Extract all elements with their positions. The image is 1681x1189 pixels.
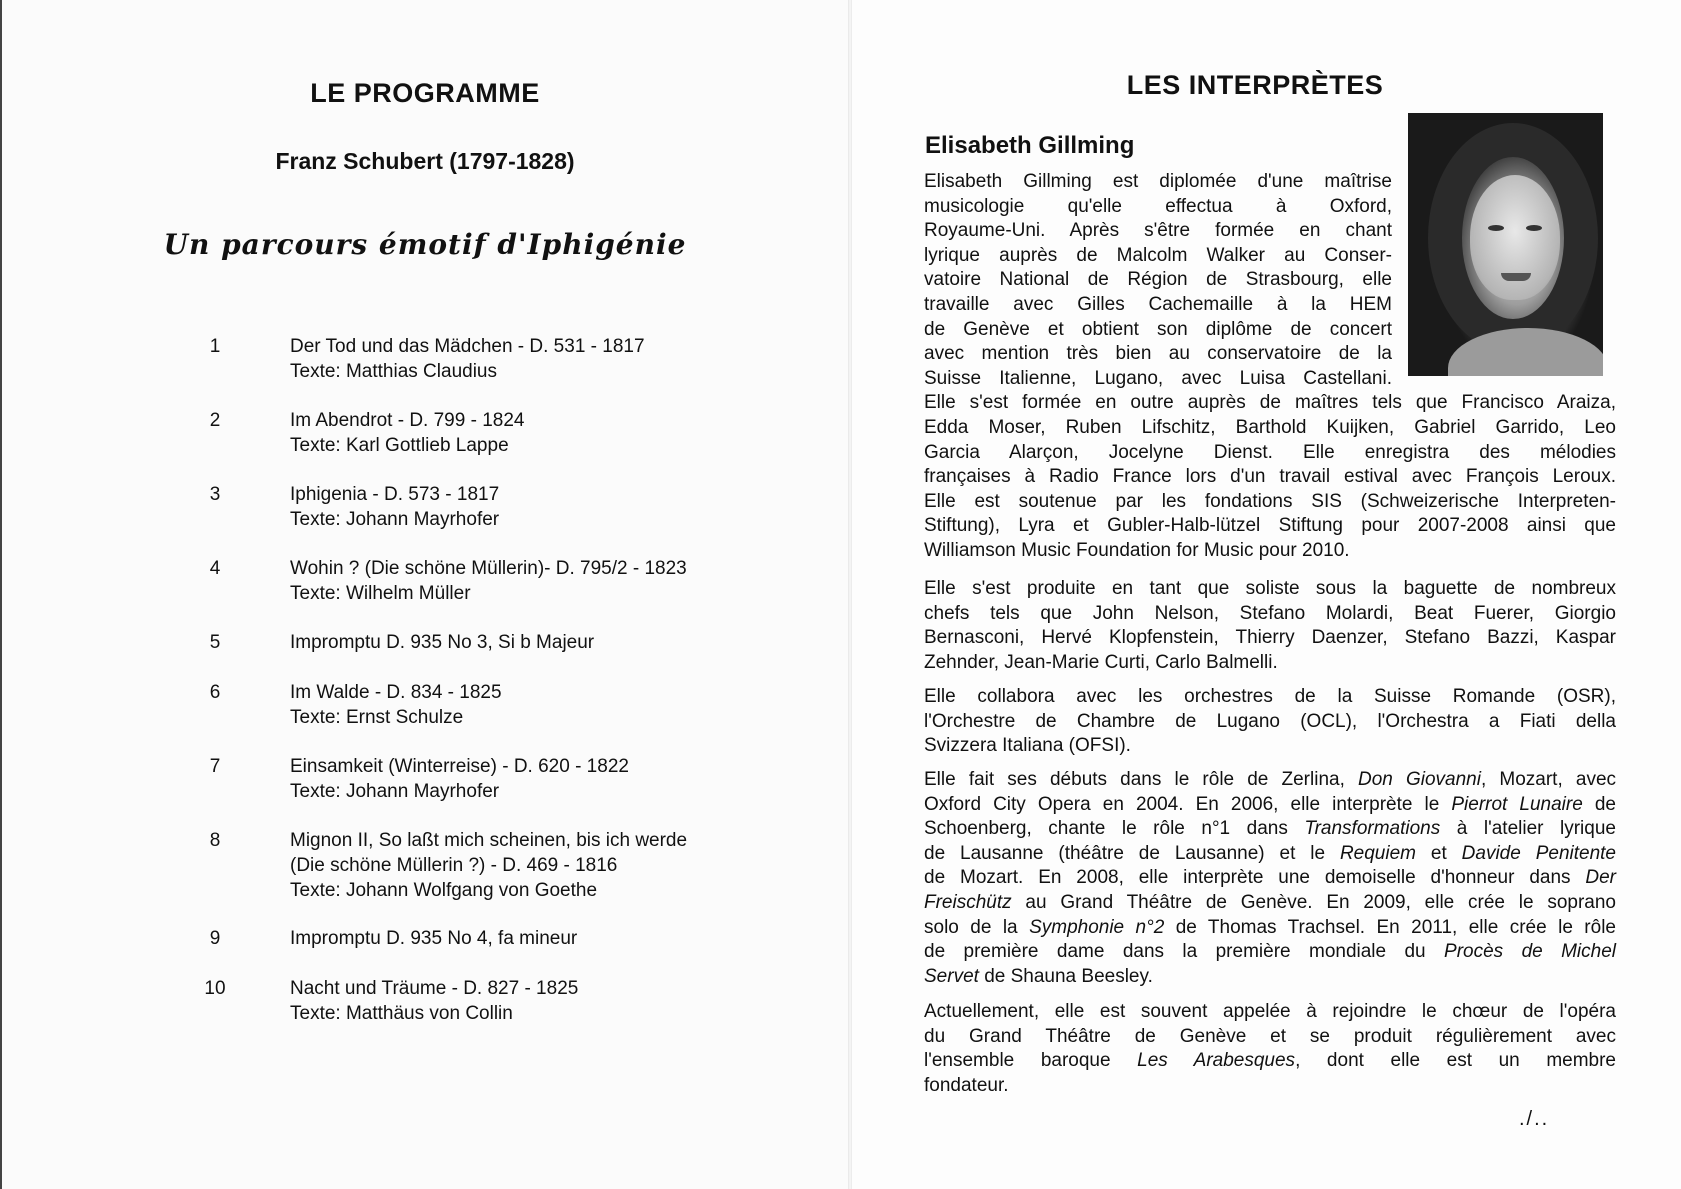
page-fold — [848, 0, 852, 1189]
programme-item-line: Impromptu D. 935 No 4, fa mineur — [290, 928, 578, 949]
artist-name: Elisabeth Gillming — [925, 132, 1135, 159]
programme-item-number: 2 — [209, 410, 221, 431]
biography-paragraph — [924, 577, 1616, 675]
biography-line: Elle s'est produite en tant que soliste sous la baguette de nombreux — [924, 578, 1616, 599]
biography-line: lyrique auprès de Malcolm Walker au Conser- — [924, 244, 1392, 266]
programme-item-line: Einsamkeit (Winterreise) - D. 620 - 1822 — [290, 756, 629, 777]
programme-item-line: Wohin ? (Die schöne Müllerin)- D. 795/2 - 1823 — [290, 558, 687, 579]
programme-item-text — [290, 408, 760, 458]
biography-paragraph — [924, 768, 1616, 989]
programme-item-text — [290, 630, 760, 655]
programme-item-text — [290, 828, 760, 903]
programme-item-number: 9 — [209, 928, 221, 949]
biography-line: Elle fait ses débuts dans le rôle de Zerlina, Don Giovanni, Mozart, avec — [924, 769, 1617, 790]
biography-line: Oxford City Opera en 2004. En 2006, elle interprète le Pierrot Lunaire de — [924, 793, 1617, 815]
programme-item-line: Texte: Johann Wolfgang von Goethe — [290, 880, 598, 901]
continuation-mark: ./.. — [1519, 1108, 1550, 1130]
biography-paragraph — [924, 170, 1616, 564]
biography-line: l'Orchestre de Chambre de Lugano (OCL), l'Orchestra a Fiati della — [924, 710, 1616, 732]
programme-item-line: Texte: Johann Mayrhofer — [290, 781, 500, 802]
biography-line: fondateur. — [924, 1074, 1009, 1096]
programme-item-line: Mignon II, So laßt mich scheinen, bis ich werde — [290, 830, 688, 851]
biography-line: Suisse Italienne, Lugano, avec Luisa Castellani. — [924, 367, 1392, 389]
composer-heading: Franz Schubert (1797-1828) — [275, 148, 575, 174]
programme-item-line: Texte: Matthias Claudius — [290, 361, 497, 382]
programme-item-number: 5 — [209, 632, 221, 653]
programme-item-line: Impromptu D. 935 No 3, Si b Majeur — [290, 632, 595, 653]
biography-line: françaises à Radio France lors d'un travail estival avec François Leroux. — [924, 466, 1616, 488]
biography-line: Williamson Music Foundation for Music pour 2010. — [924, 539, 1350, 561]
biography-line: chefs tels que John Nelson, Stefano Molardi, Beat Fuerer, Giorgio — [924, 602, 1616, 624]
programme-item-number: 7 — [209, 756, 221, 777]
performers-title: LES INTERPRÈTES — [1126, 70, 1384, 100]
programme-item-number: 10 — [204, 978, 226, 999]
biography-line: Servet de Shauna Beesley. — [924, 965, 1153, 987]
biography-line: Bernasconi, Hervé Klopfenstein, Thierry Daenzer, Stefano Bazzi, Kaspar — [924, 627, 1616, 649]
programme-item-line: Texte: Matthäus von Collin — [290, 1003, 513, 1024]
biography-line: de Genève et obtient son diplôme de concert — [924, 318, 1392, 340]
programme-subtitle: Un parcours émotif d'Iphigénie — [163, 228, 687, 261]
biography-paragraph — [924, 1000, 1616, 1098]
biography-paragraph — [924, 685, 1616, 759]
biography-line: Elisabeth Gillming est diplomée d'une maîtrise — [924, 171, 1392, 192]
programme-item-text — [290, 926, 760, 951]
biography-line: de Mozart. En 2008, elle interprète une demoiselle d'honneur dans Der — [924, 867, 1616, 889]
programme-item-line: Texte: Ernst Schulze — [290, 707, 464, 728]
programme-title: LE PROGRAMME — [310, 78, 540, 108]
biography-line: Edda Moser, Ruben Lifschitz, Barthold Kuijken, Gabriel Garrido, Leo — [924, 416, 1616, 438]
biography-line: Freischütz au Grand Théâtre de Genève. En 2009, elle crée le soprano — [924, 891, 1616, 913]
biography-line: du Grand Théâtre de Genève et se produit régulièrement avec — [924, 1025, 1616, 1047]
biography-line: Zehnder, Jean-Marie Curti, Carlo Balmelli. — [924, 651, 1278, 673]
programme-item-number: 3 — [209, 484, 221, 505]
biography-line: Elle s'est formée en outre auprès de maîtres tels que Francisco Araiza, — [924, 392, 1616, 414]
biography-line: travaille avec Gilles Cachemaille à la HEM — [924, 293, 1392, 315]
programme-item-line: (Die schöne Müllerin ?) - D. 469 - 1816 — [290, 855, 618, 876]
programme-item-text — [290, 334, 760, 384]
programme-item-line: Texte: Karl Gottlieb Lappe — [290, 435, 509, 456]
biography-line: solo de la Symphonie n°2 de Thomas Trachsel. En 2011, elle crée le rôle — [924, 916, 1616, 938]
biography-line: avec mention très bien au conservatoire de la — [924, 343, 1392, 365]
biography-line: de première dame dans la première mondiale du Procès de Michel — [924, 941, 1617, 963]
programme-item-text — [290, 482, 760, 532]
programme-item-number: 8 — [209, 830, 221, 851]
programme-item-number: 4 — [209, 558, 221, 579]
programme-item-number: 1 — [209, 336, 221, 357]
biography-line: de Lausanne (théâtre de Lausanne) et le Requiem et Davide Penitente — [924, 842, 1616, 864]
biography-line: l'ensemble baroque Les Arabesques, dont elle est un membre — [924, 1050, 1616, 1072]
programme-item-text — [290, 680, 760, 730]
biography-line: musicologie qu'elle effectua à Oxford, — [924, 195, 1392, 217]
biography-line: Royaume-Uni. Après s'être formée en chant — [924, 220, 1392, 242]
biography-line: Garcia Alarçon, Jocelyne Dienst. Elle enregistra des mélodies — [924, 441, 1616, 463]
programme-item-line: Der Tod und das Mädchen - D. 531 - 1817 — [290, 336, 645, 357]
biography-line: Svizzera Italiana (OFSI). — [924, 735, 1131, 757]
programme-item-number: 6 — [209, 682, 221, 703]
biography-line: Elle est soutenue par les fondations SIS (Schweizerische Interpreten- — [924, 490, 1616, 512]
programme-item-line: Texte: Johann Mayrhofer — [290, 509, 500, 530]
biography-line: Elle collabora avec les orchestres de la Suisse Romande (OSR), — [924, 686, 1616, 707]
biography-line: Actuellement, elle est souvent appelée à rejoindre le chœur de l'opéra — [924, 1001, 1616, 1022]
programme-item-text — [290, 976, 760, 1026]
programme-item-line: Im Abendrot - D. 799 - 1824 — [290, 410, 525, 431]
biography-line: Schoenberg, chante le rôle n°1 dans Transformations à l'atelier lyrique — [924, 818, 1616, 840]
programme-item-text — [290, 556, 760, 606]
programme-item-line: Iphigenia - D. 573 - 1817 — [290, 484, 500, 505]
programme-item-line: Im Walde - D. 834 - 1825 — [290, 682, 502, 703]
biography-line: vatoire National de Région de Strasbourg, elle — [924, 269, 1392, 291]
programme-item-text — [290, 754, 760, 804]
biography-line: Stiftung), Lyra et Gubler-Halb-lützel Stiftung pour 2007-2008 ainsi que — [924, 515, 1616, 537]
programme-item-line: Texte: Wilhelm Müller — [290, 583, 471, 604]
programme-item-line: Nacht und Träume - D. 827 - 1825 — [290, 978, 579, 999]
